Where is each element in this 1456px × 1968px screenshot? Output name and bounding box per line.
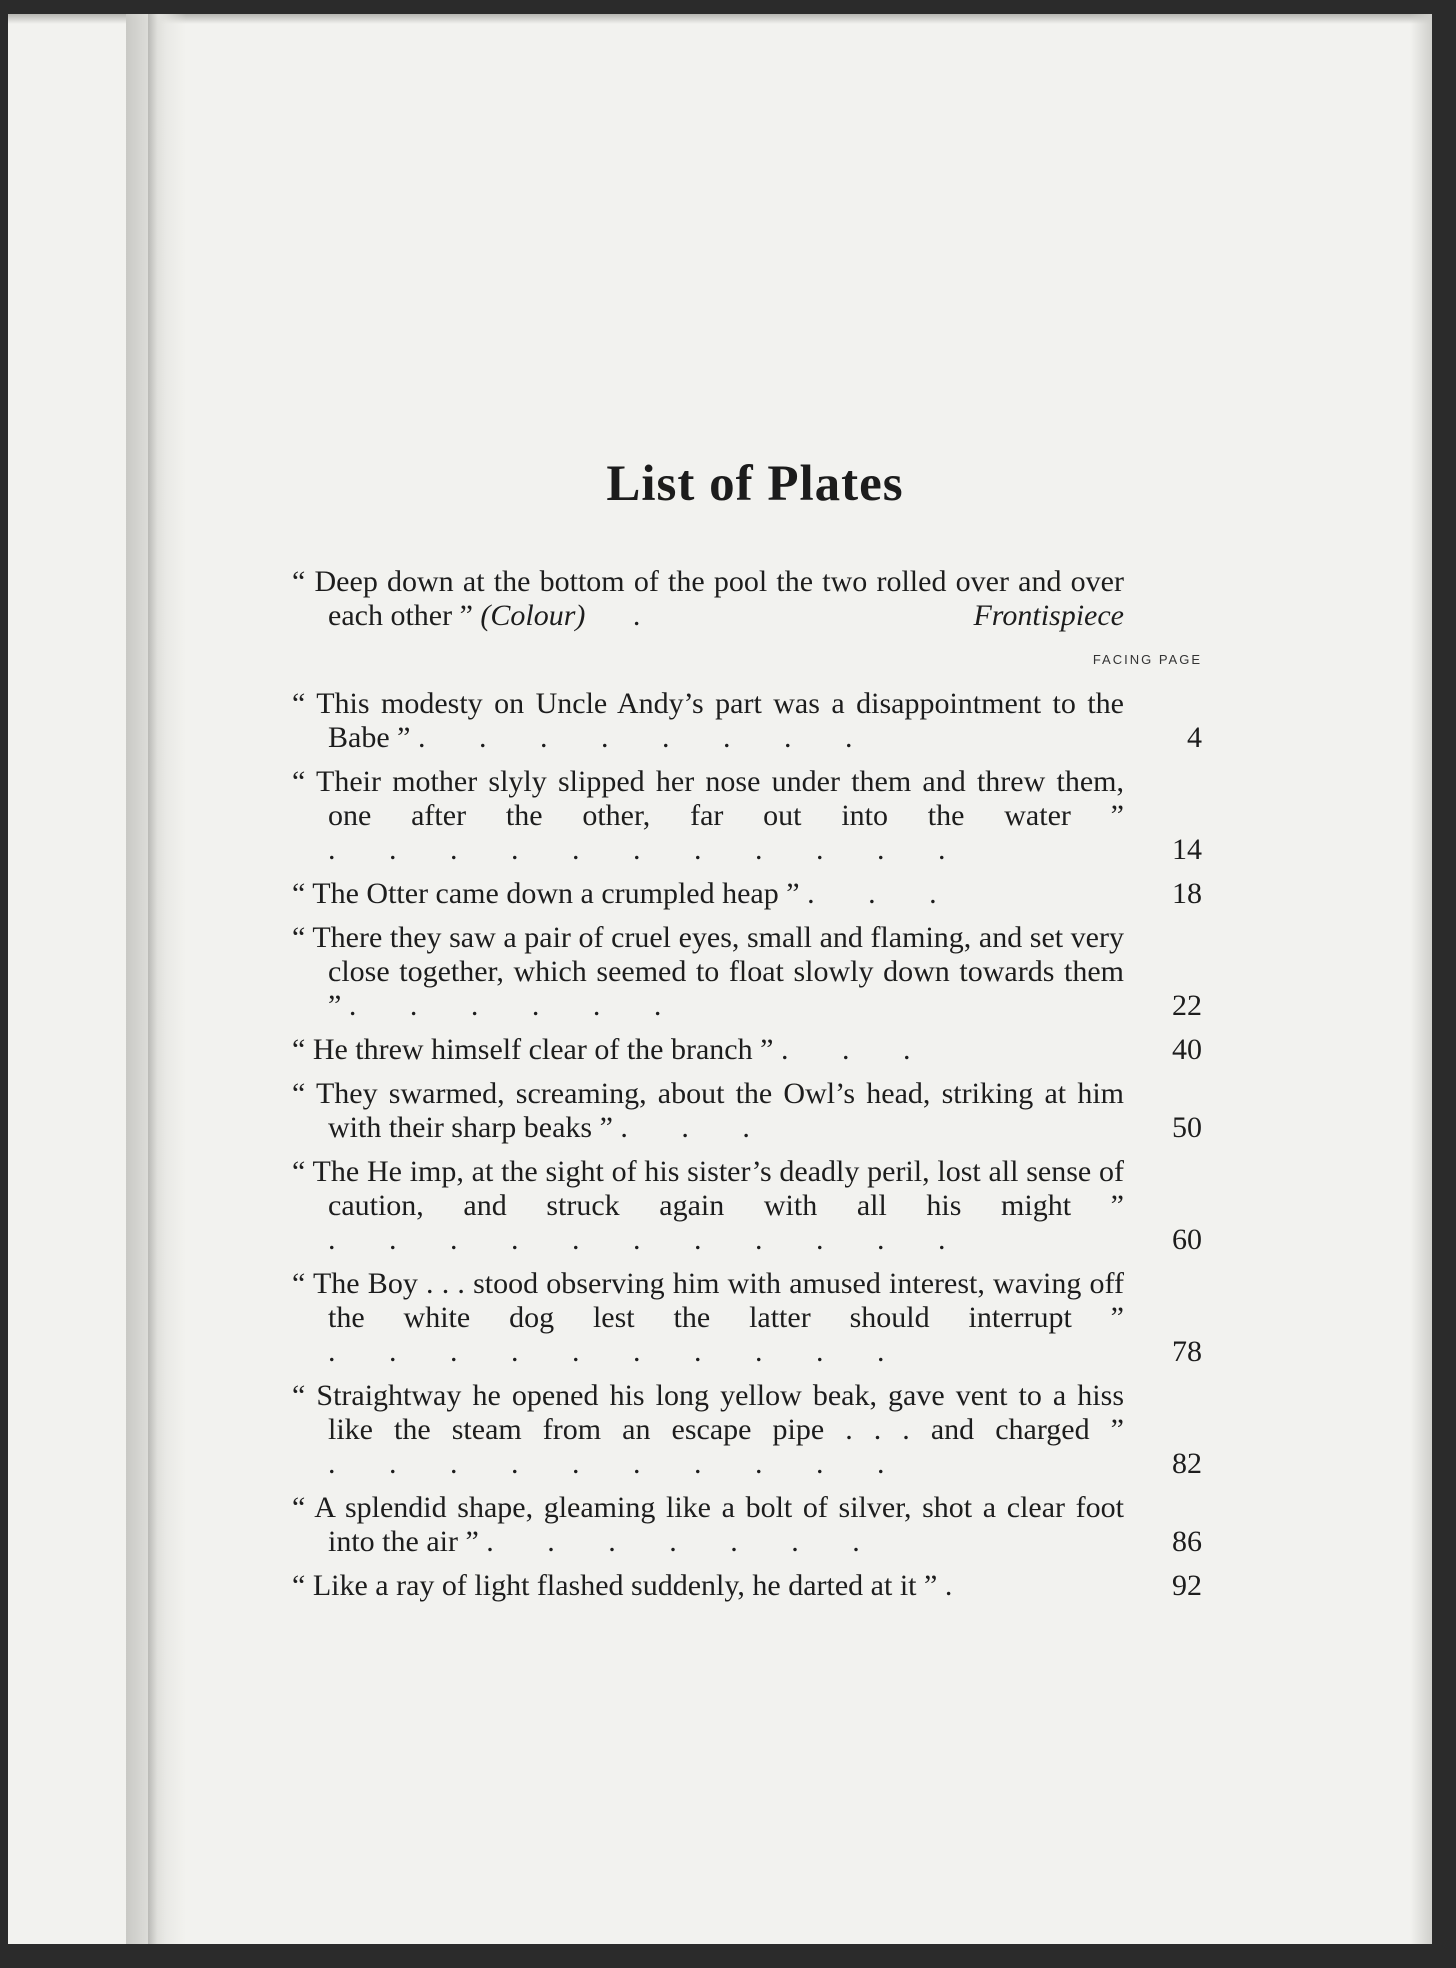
plates-list (292, 565, 1202, 1613)
plate-caption: “ They swarmed, screaming, about the Owl’s head, striking at him with their sharp beaks ” (292, 1077, 1124, 1144)
frontispiece-caption-block (292, 565, 1124, 633)
plate-caption: “ The Boy . . . stood observing him with amused interest, waving off the white dog lest the latter should interrupt ” (292, 1267, 1124, 1334)
dot-leader: . . . (807, 877, 960, 910)
plate-caption-block (292, 1077, 1124, 1145)
plate-entry (292, 687, 1202, 755)
plate-caption: “ Straightway he opened his long yellow beak, gave vent to a hiss like the steam from an escape pipe . . . and charged ” (292, 1379, 1124, 1446)
plate-caption: “ The Otter came down a crumpled heap ” (292, 877, 800, 910)
dot-leader: . . . . . . . . . . (328, 1335, 908, 1368)
frontispiece-note: (Colour) (480, 599, 586, 632)
plate-caption: “ Like a ray of light flashed suddenly, he darted at it ” (292, 1569, 938, 1602)
plate-caption-block (292, 1379, 1124, 1481)
plate-entry (292, 921, 1202, 1023)
plate-caption: “ This modesty on Uncle Andy’s part was a disappointment to the Babe ” (292, 687, 1124, 754)
plate-page-number: 40 (1172, 1033, 1202, 1066)
plate-entry (292, 1033, 1202, 1067)
binding-gutter-line (148, 14, 166, 1944)
plate-caption-block (292, 877, 1124, 911)
dot-leader: . . . . . . (348, 989, 685, 1022)
plate-page-number: 82 (1172, 1447, 1202, 1480)
plate-entry (292, 1267, 1202, 1369)
plate-caption: “ Their mother slyly slipped her nose under them and threw them, one after the other, far out into the water ” (292, 765, 1124, 832)
plate-caption: “ The He imp, at the sight of his sister’s deadly peril, lost all sense of caution, and struck again with all his might ” (292, 1155, 1124, 1222)
plate-page-number: 14 (1172, 833, 1202, 866)
plate-caption: “ There they saw a pair of cruel eyes, small and flaming, and set very close together, which seemed to float slowly down towards them ” (292, 921, 1124, 1022)
plate-caption-block (292, 921, 1124, 1023)
page-title: List of Plates (606, 456, 904, 512)
plate-page-number: 86 (1172, 1525, 1202, 1558)
dot-leader: . . . . . . . . . . . (328, 1223, 969, 1256)
plate-caption-block (292, 765, 1124, 867)
plate-page-number: 50 (1172, 1111, 1202, 1144)
plate-entry (292, 1155, 1202, 1257)
dot-leader: . . . . . . . (486, 1525, 883, 1558)
dot-leader: . (944, 1569, 976, 1602)
page-top-edge (8, 14, 1432, 24)
plate-page-number: 22 (1172, 989, 1202, 1022)
frontispiece-entry (292, 565, 1202, 633)
plate-caption: “ He threw himself clear of the branch ” (292, 1033, 774, 1066)
plate-caption-block (292, 687, 1124, 755)
plate-entry (292, 1077, 1202, 1145)
plate-page-number: 60 (1172, 1223, 1202, 1256)
plate-page-number: 78 (1172, 1335, 1202, 1368)
frontispiece-label: Frontispiece (973, 599, 1124, 632)
plate-caption-block (292, 1155, 1124, 1257)
plate-page-number: 92 (1172, 1569, 1202, 1602)
plate-page-number: 4 (1187, 721, 1202, 754)
plate-entry (292, 1569, 1202, 1603)
dot-leader: . . . (780, 1033, 934, 1066)
dot-leader: . . . (620, 1111, 773, 1144)
page-right-edge (1410, 14, 1432, 1944)
plate-caption-block (292, 1033, 1124, 1067)
plate-entry (292, 1379, 1202, 1481)
plate-caption-block (292, 1267, 1124, 1369)
plate-entry (292, 765, 1202, 867)
dot-leader: . . . . . . . . (417, 721, 876, 754)
plate-caption-block (292, 1569, 1124, 1603)
plate-caption: “ A splendid shape, gleaming like a bolt of silver, shot a clear foot into the air ” (292, 1491, 1124, 1558)
dot-leader: . . . . . . . . . . . (328, 833, 969, 866)
plate-caption-block (292, 1491, 1124, 1559)
plate-entry (292, 877, 1202, 911)
dot-leader: . . . . . . . . . . (328, 1447, 908, 1480)
frontispiece-dot: . (632, 599, 641, 632)
plate-entry (292, 1491, 1202, 1559)
frontispiece-caption: “ Deep down at the bottom of the pool the two rolled over and over each other ” (292, 565, 1124, 632)
facing-page-header: FACING PAGE (1092, 652, 1202, 667)
plate-entries (292, 687, 1202, 1603)
plate-page-number: 18 (1172, 877, 1202, 910)
